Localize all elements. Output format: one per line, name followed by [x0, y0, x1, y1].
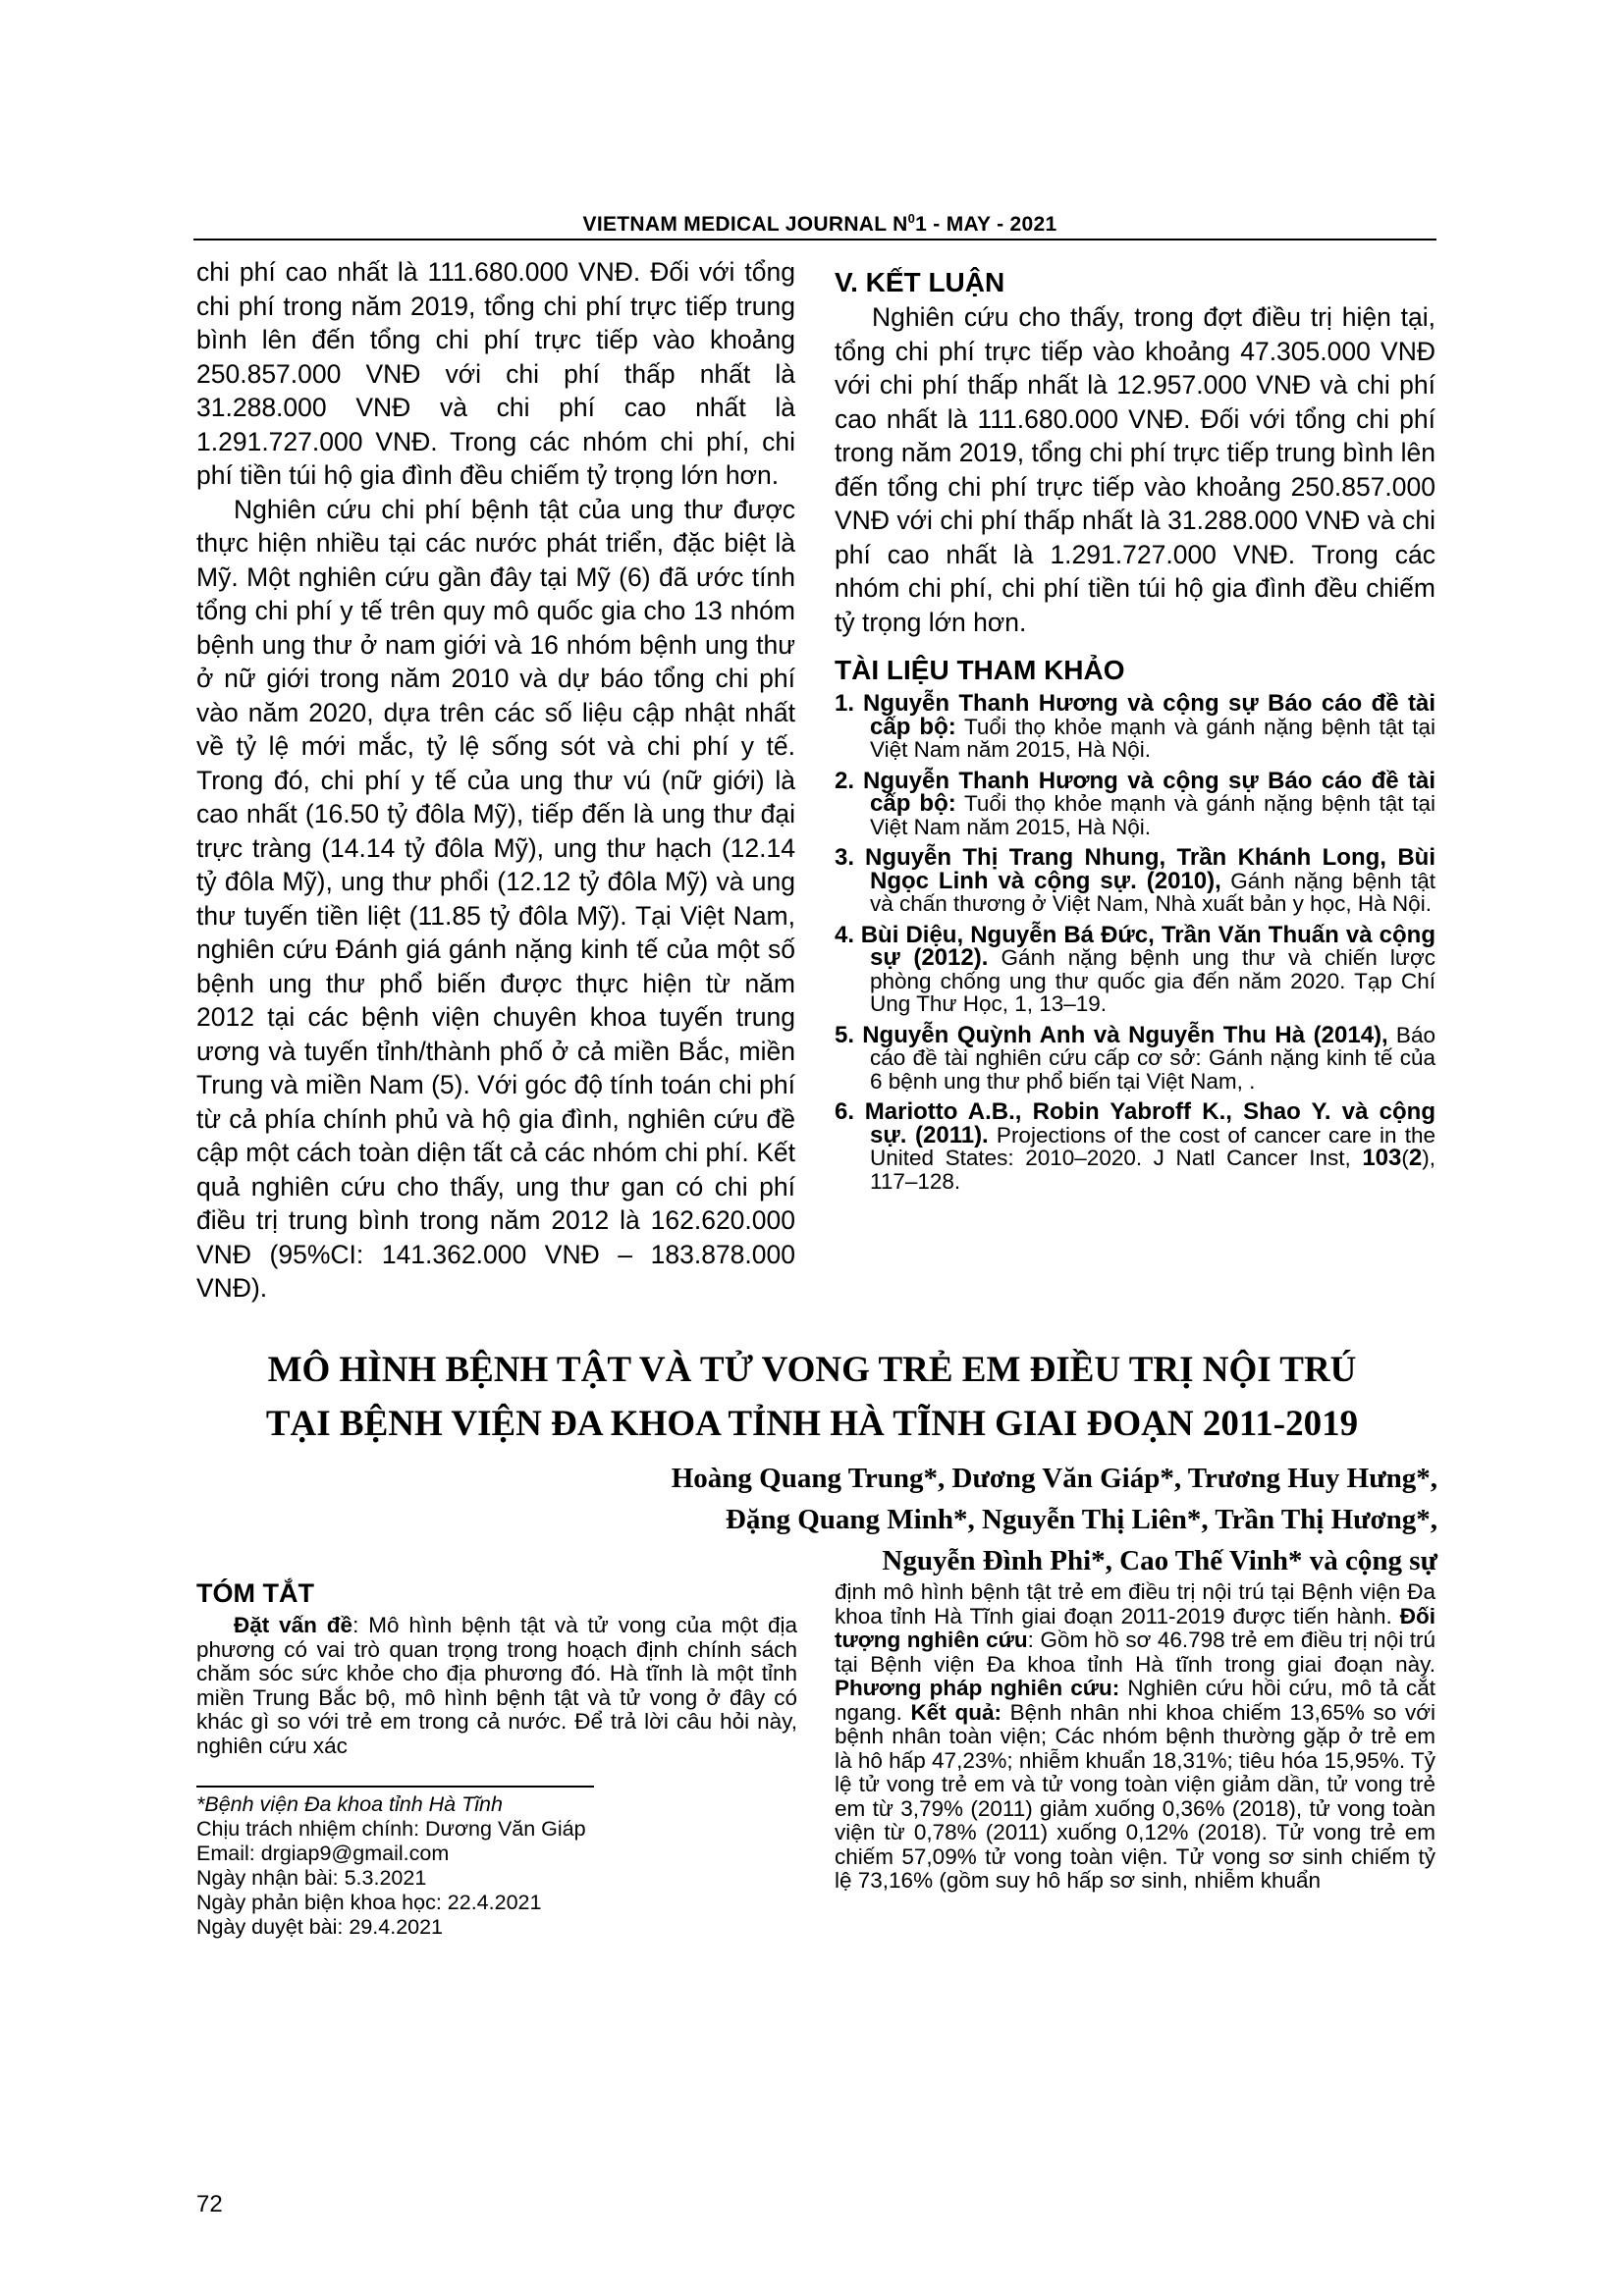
abstract-continued: định mô hình bệnh tật trẻ em điều trị nội trú tại Bệnh viện Đa khoa tỉnh Hà Tĩnh giai đoạn 2011-2019 được tiến hành. Đối tượng nghiên cứu: Gồm hồ sơ 46.798 trẻ em điều trị nội trú tại Bệnh viện Đa khoa tỉnh Hà tĩnh trong giai đoạn này. Phương pháp nghiên cứu: Nghiên cứu hồi cứu, mô tả cắt ngang. Kết quả: Bệnh nhân nhi khoa chiếm 13,65% so với bệnh nhân toàn viện; Các nhóm bệnh thường gặp ở trẻ em là hô hấp 47,23%; nhiễm khuẩn 18,31%; tiêu hóa 15,95%. Tỷ lệ tử vong trẻ em và tử vong toàn viện giảm dần, tử vong trẻ em từ 3,79% (2011) giảm xuống 0,36% (2018), tử vong toàn viện từ 0,78% (2011) xuống 0,12% (2018). Tử vong trẻ em chiếm 57,09% tử vong toàn viện. Tử vong sơ sinh chiếm tỷ lệ 73,16% (gồm suy hô hấp sơ sinh, nhiễm khuẩn [835, 1579, 1436, 1893]
page-number: 72 [196, 2191, 223, 2217]
authors-line-1: Hoàng Quang Trung*, Dương Văn Giáp*, Trương Huy Hưng*, [671, 1463, 1437, 1494]
conclusion-text: Nghiên cứu cho thấy, trong đợt điều trị hiện tại, tổng chi phí trực tiếp vào khoảng 47.305.000 VNĐ với chi phí thấp nhất là 12.957.000 VNĐ và chi phí cao nhất là 111.680.000 VNĐ. Đối với tổng chi phí trong năm 2019, tổng chi phí trực tiếp trung bình lên đến tổng chi phí trực tiếp vào khoảng 250.857.000 VNĐ với chi phí thấp nhất là 31.288.000 VNĐ và chi phí cao nhất là 1.291.727.000 VNĐ. Trong các nhóm chi phí, chi phí tiền túi hộ gia đình đều chiếm tỷ trọng lớn hơn. [835, 302, 1435, 637]
reference-item-5: 5. Nguyễn Quỳnh Anh và Nguyễn Thu Hà (2014), Báo cáo đề tài nghiên cứu cấp cơ sở: Gánh nặng kinh tế của 6 bệnh ung thư phổ biến tại Việt Nam, . [835, 1021, 1435, 1094]
reference-item-3: 3. Nguyễn Thị Trang Nhung, Trần Khánh Long, Bùi Ngọc Linh và cộng sự. (2010), Gánh nặng bệnh tật và chấn thương ở Việt Nam, Nhà xuất bản y học, Hà Nội. [835, 844, 1436, 916]
abstract-right-column [835, 1580, 1435, 1894]
footnote-received: Ngày nhận bài: 5.3.2021 [196, 1866, 427, 1890]
footnote-reviewed: Ngày phản biện khoa học: 22.4.2021 [196, 1891, 542, 1914]
article-title [147, 1343, 1477, 1451]
article-title-line-1: MÔ HÌNH BỆNH TẬT VÀ TỬ VONG TRẺ EM ĐIỀU TRỊ NỘI TRÚ [267, 1350, 1357, 1390]
conclusion-heading: V. KẾT LUẬN [835, 267, 1005, 297]
abstract-heading: TÓM TẮT [196, 1578, 314, 1608]
footnote-responsible: Chịu trách nhiệm chính: Dương Văn Giáp [196, 1817, 586, 1841]
authors-line-3: Nguyễn Đình Phi*, Cao Thế Vinh* và cộng sự [882, 1545, 1437, 1576]
footnote [196, 1792, 746, 1940]
journal-header: VIETNAM MEDICAL JOURNAL $N^01$ - MAY - 2021 [582, 211, 1057, 236]
right-column [835, 265, 1435, 1201]
footnote-approved: Ngày duyệt bài: 29.4.2021 [196, 1915, 444, 1939]
footnote-email: Email: drgiap9@gmail.com [196, 1842, 450, 1865]
reference-item-2: 2. Nguyễn Thanh Hương và cộng sự Báo cáo đề tài cấp bộ: Tuổi thọ khỏe mạnh và gánh nặng bệnh tật tại Việt Nam năm 2015, Hà Nội. [835, 767, 1435, 839]
footnote-affiliation: *Bệnh viện Đa khoa tỉnh Hà Tĩnh [196, 1792, 503, 1816]
abstract-background: Đặt vấn đề: Mô hình bệnh tật và tử vong của một địa phương có vai trò quan trọng trong hoạch định chính sách chăm sóc sức khỏe cho địa phương đó. Hà tĩnh là một tỉnh miền Trung Bắc bộ, mô hình bệnh tật và tử vong ở đây có khác gì so với trẻ em trong cả nước. Để trả lời câu hỏi này, nghiên cứu xác [196, 1613, 797, 1758]
abstract-left-column [196, 1576, 797, 1758]
footnote-rule [196, 1786, 594, 1788]
author-list [357, 1458, 1437, 1581]
reference-item-1: 1. Nguyễn Thanh Hương và cộng sự Báo cáo đề tài cấp bộ: Tuổi thọ khỏe mạnh và gánh nặng bệnh tật tại Việt Nam năm 2015, Hà Nội. [835, 690, 1435, 762]
reference-item-6: 6. Mariotto A.B., Robin Yabroff K., Shao Y. và cộng sự. (2011). Projections of the cost of cancer care in the United States: 2010–2020. J Natl Cancer Inst, 103(2), 117–128. [835, 1098, 1435, 1194]
references-heading: TÀI LIỆU THAM KHẢO [835, 655, 1125, 685]
reference-item-4: 4. Bùi Diệu, Nguyễn Bá Đức, Trần Văn Thuấn và cộng sự (2012). Gánh nặng bệnh ung thư và chiến lược phòng chống ung thư quốc gia đến năm 2020. Tạp Chí Ung Thư Học, 1, 13–19. [835, 921, 1435, 1016]
discussion-paragraph-2: Nghiên cứu chi phí bệnh tật của ung thư được thực hiện nhiều tại các nước phát triển, đặc biệt là Mỹ. Một nghiên cứu gần đây tại Mỹ (6) đã ước tính tổng chi phí y tế trên quy mô quốc gia cho 13 nhóm bệnh ung thư ở nam giới và 16 nhóm bệnh ung thư ở nữ giới trong năm 2010 và dự báo tổng chi phí vào năm 2020, dựa trên các số liệu cập nhật nhất về tỷ lệ mới mắc, tỷ lệ sống sót và chi phí y tế. Trong đó, chi phí y tế của ung thư vú (nữ giới) là cao nhất (16.50 tỷ đôla Mỹ), tiếp đến là ung thư đại trực tràng (14.14 tỷ đôla Mỹ), ung thư hạch (12.14 tỷ đôla Mỹ), ung thư phổi (12.12 tỷ đôla Mỹ) và ung thư tuyến tiền liệt (11.85 tỷ đôla Mỹ). Tại Việt Nam, nghiên cứu Đánh giá gánh nặng kinh tế của một số bệnh ung thư phổ biến được thực hiện từ năm 2012 tại các bệnh viện chuyên khoa tuyến trung ương và tuyến tỉnh/thành phố ở cả miền Bắc, miền Trung và miền Nam (5). Với góc độ tính toán chi phí từ cả phía chính phủ và hộ gia đình, nghiên cứu đề cập một cách toàn diện tất cả các nhóm chi phí. Kết quả nghiên cứu cho thấy, ung thư gan có chi phí điều trị trung bình trong năm 2012 là 162.620.000 VNĐ (95%CI: 141.362.000 VNĐ – 183.878.000 VNĐ). [196, 494, 795, 1303]
article-title-line-2: TẠI BỆNH VIỆN ĐA KHOA TỈNH HÀ TĨNH GIAI ĐOẠN 2011-2019 [265, 1404, 1359, 1444]
discussion-paragraph-1: chi phí cao nhất là 111.680.000 VNĐ. Đối với tổng chi phí trong năm 2019, tổng chi phí trực tiếp trung bình lên đến tổng chi phí trực tiếp vào khoảng 250.857.000 VNĐ với chi phí thấp nhất là 31.288.000 VNĐ và chi phí cao nhất là 1.291.727.000 VNĐ. Trong các nhóm chi phí, chi phí tiền túi hộ gia đình đều chiếm tỷ trọng lớn hơn. [196, 257, 795, 490]
authors-line-2: Đặng Quang Minh*, Nguyễn Thị Liên*, Trần Thị Hương*, [725, 1504, 1437, 1535]
header-rule [193, 239, 1436, 240]
left-column [196, 255, 795, 1306]
